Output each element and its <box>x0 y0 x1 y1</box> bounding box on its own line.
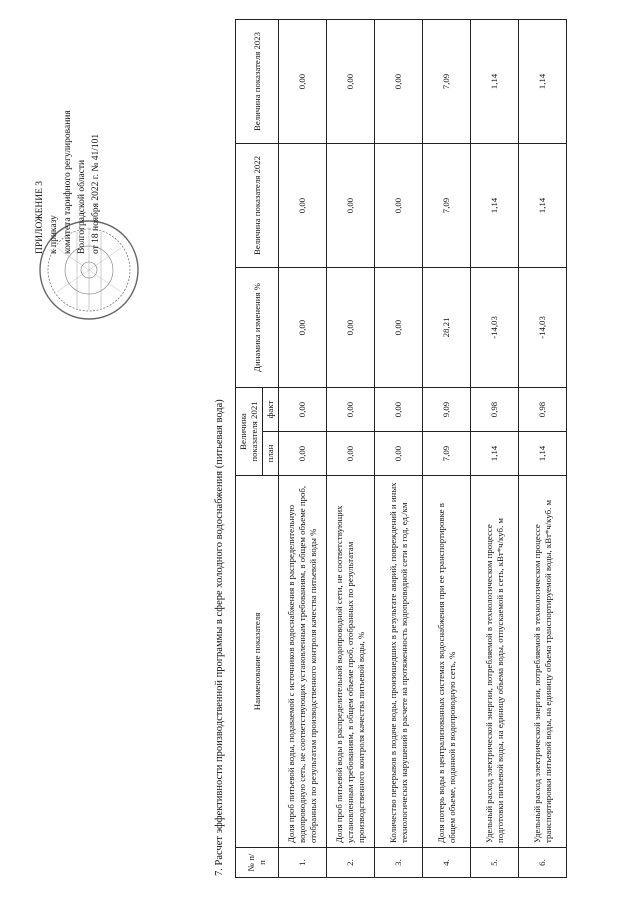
header-num: № п/п <box>236 848 279 878</box>
row-dynamics: 28,21 <box>423 268 471 388</box>
row-name: Доля проб питьевой воды, подаваемой с источников водоснабжения в распределительную водопроводную сеть, не соответствующих установленным требованиям, в общем объеме проб, отобранных по результатам производственного контроля качества питьевой воды % <box>279 476 327 848</box>
header-appendix: ПРИЛОЖЕНИЕ 3 <box>35 180 45 254</box>
row-name: Удельный расход электрической энергии, потребляемой в технологическом процессе подготовки питьевой воды, на единицу объема воды, отпускаемой в сеть, кВт*ч/куб. м <box>471 476 519 848</box>
row-plan: 0,00 <box>375 432 423 476</box>
row-dynamics: 0,00 <box>279 268 327 388</box>
row-plan: 7,09 <box>423 432 471 476</box>
section-title: 7. Расчет эффективности производственной программы в сфере холодного водоснабжения (питьевая вода) <box>214 399 225 876</box>
row-fact: 0,00 <box>327 388 375 432</box>
row-name: Доля потерь воды в централизованных системах водоснабжения при ее транспортировке в общем объеме, поданной в водопроводную сеть, % <box>423 476 471 848</box>
row-name: Доля проб питьевой воды в распределительной водопроводной сети, не соответствующих установленным требованиям, в общем объеме проб, отобранных по результатам производственного контроля качества питьевой воды, % <box>327 476 375 848</box>
row-dynamics: -14,03 <box>471 268 519 388</box>
row-value-2022: 0,00 <box>327 144 375 268</box>
row-dynamics: 0,00 <box>375 268 423 388</box>
table-row <box>279 20 327 878</box>
header-value-2022: Величина показателя 2022 <box>236 144 279 268</box>
header-plan: план <box>263 432 279 476</box>
header-name: Наименование показателя <box>236 476 279 848</box>
row-num: 4. <box>423 848 471 878</box>
row-name: Количество перерывов в подаче воды, произошедших в результате аварий, повреждений и иных технологических нарушений в расчете на протяженность водопроводной сети в год, ед./км <box>375 476 423 848</box>
row-num: 2. <box>327 848 375 878</box>
row-value-2023: 1,14 <box>519 20 567 144</box>
header-value-2021: Величина показателя 2021 <box>236 388 263 476</box>
header-dynamics: Динамика изменения % <box>236 268 279 388</box>
row-value-2023: 7,09 <box>423 20 471 144</box>
row-plan: 1,14 <box>519 432 567 476</box>
row-name: Удельный расход электрической энергии, потребляемой в технологическом процессе транспортировки питьевой воды, на единицу объема транспортируемой воды, кВт*ч/куб. м <box>519 476 567 848</box>
document-sheet <box>25 22 615 882</box>
row-num: 5. <box>471 848 519 878</box>
table-row <box>375 20 423 878</box>
row-fact: 0,98 <box>471 388 519 432</box>
row-fact: 9,09 <box>423 388 471 432</box>
row-value-2022: 0,00 <box>375 144 423 268</box>
efficiency-table <box>235 19 567 878</box>
table-row <box>423 20 471 878</box>
row-num: 6. <box>519 848 567 878</box>
row-plan: 0,00 <box>327 432 375 476</box>
row-dynamics: 0,00 <box>327 268 375 388</box>
header-region: Волгоградской области <box>77 159 87 254</box>
row-fact: 0,00 <box>279 388 327 432</box>
header-fact: факт <box>263 388 279 432</box>
approval-header <box>33 24 103 254</box>
header-date-number: от 18 ноября 2022 г. № 41/101 <box>91 133 101 254</box>
row-plan: 1,14 <box>471 432 519 476</box>
row-num: 1. <box>279 848 327 878</box>
row-value-2023: 1,14 <box>471 20 519 144</box>
table-row <box>327 20 375 878</box>
row-value-2022: 1,14 <box>471 144 519 268</box>
header-committee: комитета тарифного регулирования <box>63 110 73 254</box>
row-fact: 0,98 <box>519 388 567 432</box>
row-value-2022: 1,14 <box>519 144 567 268</box>
row-value-2023: 0,00 <box>327 20 375 144</box>
row-value-2023: 0,00 <box>375 20 423 144</box>
header-value-2023: Величина показателя 2023 <box>236 20 279 144</box>
table-header-row <box>236 20 263 878</box>
row-fact: 0,00 <box>375 388 423 432</box>
row-value-2022: 0,00 <box>279 144 327 268</box>
row-plan: 0,00 <box>279 432 327 476</box>
row-dynamics: -14,03 <box>519 268 567 388</box>
row-value-2023: 0,00 <box>279 20 327 144</box>
table-row <box>519 20 567 878</box>
row-num: 3. <box>375 848 423 878</box>
header-order: к приказу <box>49 215 59 254</box>
row-value-2022: 7,09 <box>423 144 471 268</box>
table-row <box>471 20 519 878</box>
